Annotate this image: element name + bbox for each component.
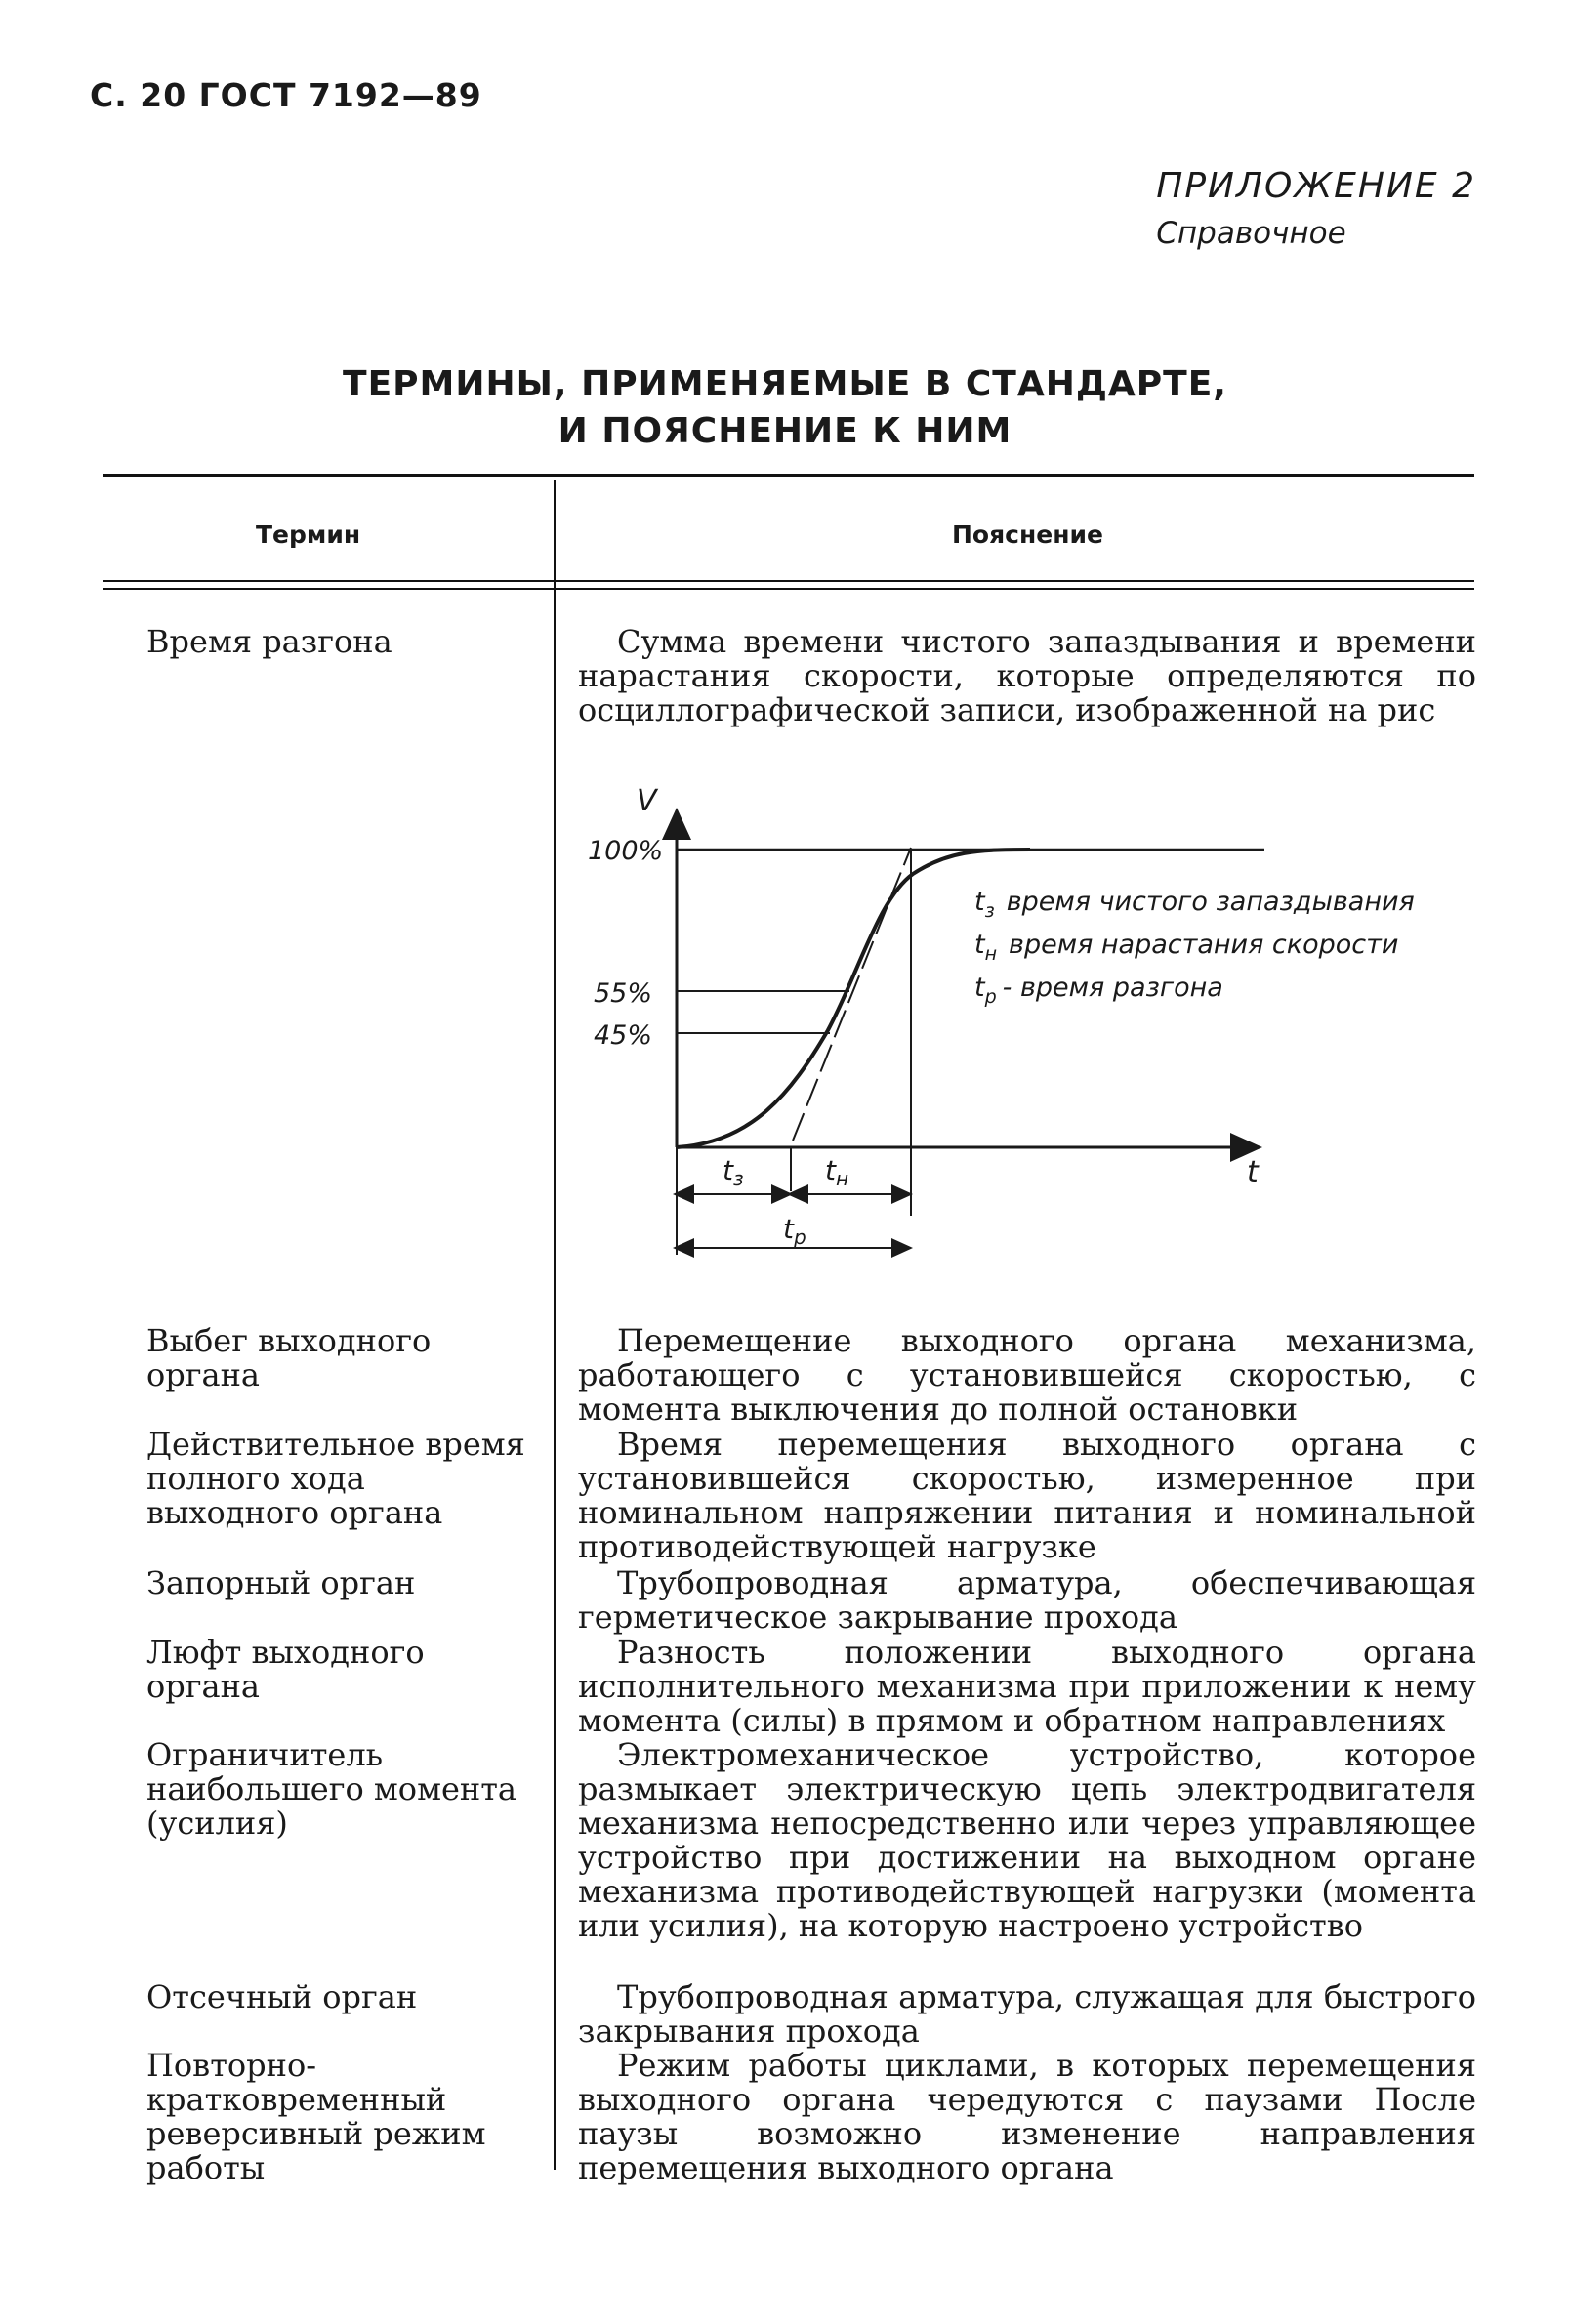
tp-dim-label: $t_р$	[783, 1213, 806, 1249]
level-100-label: 100%	[588, 836, 664, 866]
explanation-cell: Разность положении выходного органа исполнительного механизма при приложении к нему момента (силы) в прямом и обратном направлениях	[578, 1634, 1476, 1739]
table-top-rule	[103, 474, 1474, 477]
document-title-line-1: ТЕРМИНЫ, ПРИМЕНЯЕМЫЕ В СТАНДАРТЕ,	[343, 364, 1227, 404]
column-divider	[554, 480, 556, 2170]
legend-tn: $t_н$ время нарастания скорости	[974, 930, 1399, 965]
term-cell: Время разгона	[146, 623, 392, 660]
explanation-cell: Сумма времени чистого запаздывания и времени нарастания скорости, которые определяются по осциллографической записи, изображенной на рис	[578, 623, 1476, 728]
term-cell: Повторно-кратковременный реверсивный режим работы	[146, 2047, 486, 2186]
explanation-cell: Время перемещения выходного органа с установившейся скоростью, измеренное при номинальном напряжении питания и номинальной противодействующей нагрузке	[578, 1426, 1476, 1565]
appendix-label	[1156, 166, 1476, 251]
t3-dim-label: $t_з$	[723, 1154, 744, 1190]
tn-dim-label: $t_н$	[825, 1154, 849, 1190]
tangent-line	[793, 848, 911, 1141]
explanation-cell: Режим работы циклами, в которых перемещения выходного органа чередуются с паузами После паузы возможно изменение направления перемещения выходного органа	[578, 2047, 1476, 2186]
appendix-title: ПРИЛОЖЕНИЕ 2	[1156, 166, 1476, 206]
y-axis-label: V	[637, 784, 657, 818]
acceleration-time-figure	[566, 771, 1484, 1260]
table-header-rule	[103, 580, 1474, 582]
legend-tp: $t_р$ - время разгона	[974, 973, 1223, 1008]
explanation-cell: Перемещение выходного органа механизма, работающего с установившейся скоростью, с момента выключения до полной остановки	[578, 1322, 1476, 1428]
term-cell: Отсечный орган	[146, 1978, 418, 2015]
page-header: С. 20 ГОСТ 7192—89	[90, 76, 482, 114]
term-cell: Выбег выходного органа	[146, 1322, 432, 1393]
explanation-cell: Трубопроводная арматура, служащая для быстрого закрывания прохода	[578, 1978, 1476, 2050]
column-header-explanation: Пояснение	[952, 520, 1103, 549]
appendix-subtitle: Справочное	[1156, 216, 1346, 251]
term-cell: Люфт выходного органа	[146, 1634, 425, 1705]
term-cell: Запорный орган	[146, 1564, 416, 1601]
level-55-label: 55%	[594, 978, 653, 1009]
explanation-cell: Трубопроводная арматура, обеспечивающая герметическое закрывание прохода	[578, 1564, 1476, 1636]
term-cell: Действительное время полного хода выходного органа	[146, 1426, 525, 1531]
table-header-rule-2	[103, 588, 1474, 590]
explanation-cell: Электромеханическое устройство, которое размыкает электрическую цепь электродвигателя механизма непосредственно или через управляющее устройство при достижении на выходном органе механизма противодействующей нагрузки (момента или усилия), на которую настроено устройство	[578, 1736, 1476, 1944]
document-title	[0, 361, 1570, 455]
legend-t3: $t_з$ время чистого запаздывания	[974, 887, 1415, 922]
x-axis-label: t	[1247, 1155, 1259, 1189]
level-45-label: 45%	[594, 1020, 653, 1051]
term-cell: Ограничитель наибольшего момента (усилия)	[146, 1736, 516, 1842]
document-title-line-2: И ПОЯСНЕНИЕ К НИМ	[558, 411, 1012, 451]
column-header-term: Термин	[256, 520, 361, 549]
